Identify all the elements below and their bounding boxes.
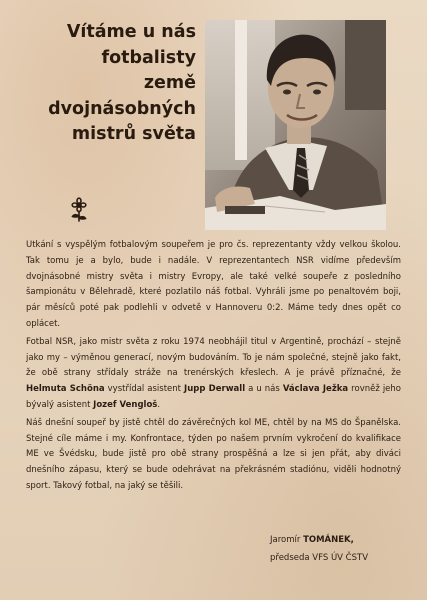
portrait-photo (205, 20, 386, 230)
name-helmut-schon: Helmuta Schöna (26, 384, 105, 395)
headline-line-5: mistrů světa (71, 124, 196, 144)
paragraph-3: Náš dnešní soupeř by jistě chtěl do závěrečných kol ME, chtěl by na MS do Španělska. Stejné cíle máme i my. Konfrontace, týden po našem prvním vykročení do kvalifikace ME ve Švédsku, bude jistě pro obě strany prospěšná a lze si jen přát, aby diváci dnešního zápasu, který se bude odehrávat na překrásném stadiónu, viděli hodnotný sport. Takový fotbal, na jaký se těšili. (26, 417, 401, 491)
headline-line-1: Vítáme u nás (66, 22, 196, 42)
name-vaclav-jezek: Václava Ježka (282, 384, 349, 395)
article-body (26, 238, 401, 495)
signature-first-name: Jaromír (270, 535, 301, 545)
paragraph-1: Utkání s vyspělým fotbalovým soupeřem je pro čs. reprezentanty vždy velkou školou. Tak tomu je a bylo, bude i nadále. V reprezentantech NSR vidíme především dvojnásobné mistry světa i mistry Evropy, ale také velké soupeře z posledního šampionátu v Bělehradě, které pozlatilo náš fotbal. Vyhráli jsme po penaltovém boji, pár měsíců poté pak podlehli v odvetě v Hannoveru 0:2. Máme tedy dnes opět co oplácet. (26, 240, 401, 329)
paragraph-2-text-e: . (157, 399, 161, 410)
signature-surname: TOMÁNEK, (303, 535, 354, 545)
signature-position: předseda VFS ÚV ČSTV (270, 553, 369, 563)
headline-line-2: fotbalisty (101, 47, 196, 68)
headline-line-4: dvojnásobných (48, 98, 196, 119)
paragraph-2 (26, 335, 401, 414)
name-jozef-venglos: Jozef Vengloš (93, 399, 158, 410)
flower-icon (67, 197, 91, 223)
paragraph-2-text-c: a u nás (245, 384, 283, 395)
paragraph-2-text-a: Fotbal NSR, jako mistr světa z roku 1974 neobhájil titul v Argentině, prochází – stejně jako my – výměnou generací, novým budováním. To je nám společné, stejně jako fakt, že obě strany střídaly stráže na trenérských křeslech. A je právě příznačné, že (26, 336, 401, 379)
paragraph-2-text-d: rovněž jeho bývalý asistent (26, 384, 401, 410)
name-jupp-derwall: Jupp Derwall (184, 384, 246, 395)
signature (270, 533, 420, 566)
headline (8, 20, 196, 148)
paragraph-2-text-b: vystřídal asistent (104, 384, 185, 395)
headline-line-3: země (143, 73, 196, 93)
signature-name (270, 533, 420, 548)
